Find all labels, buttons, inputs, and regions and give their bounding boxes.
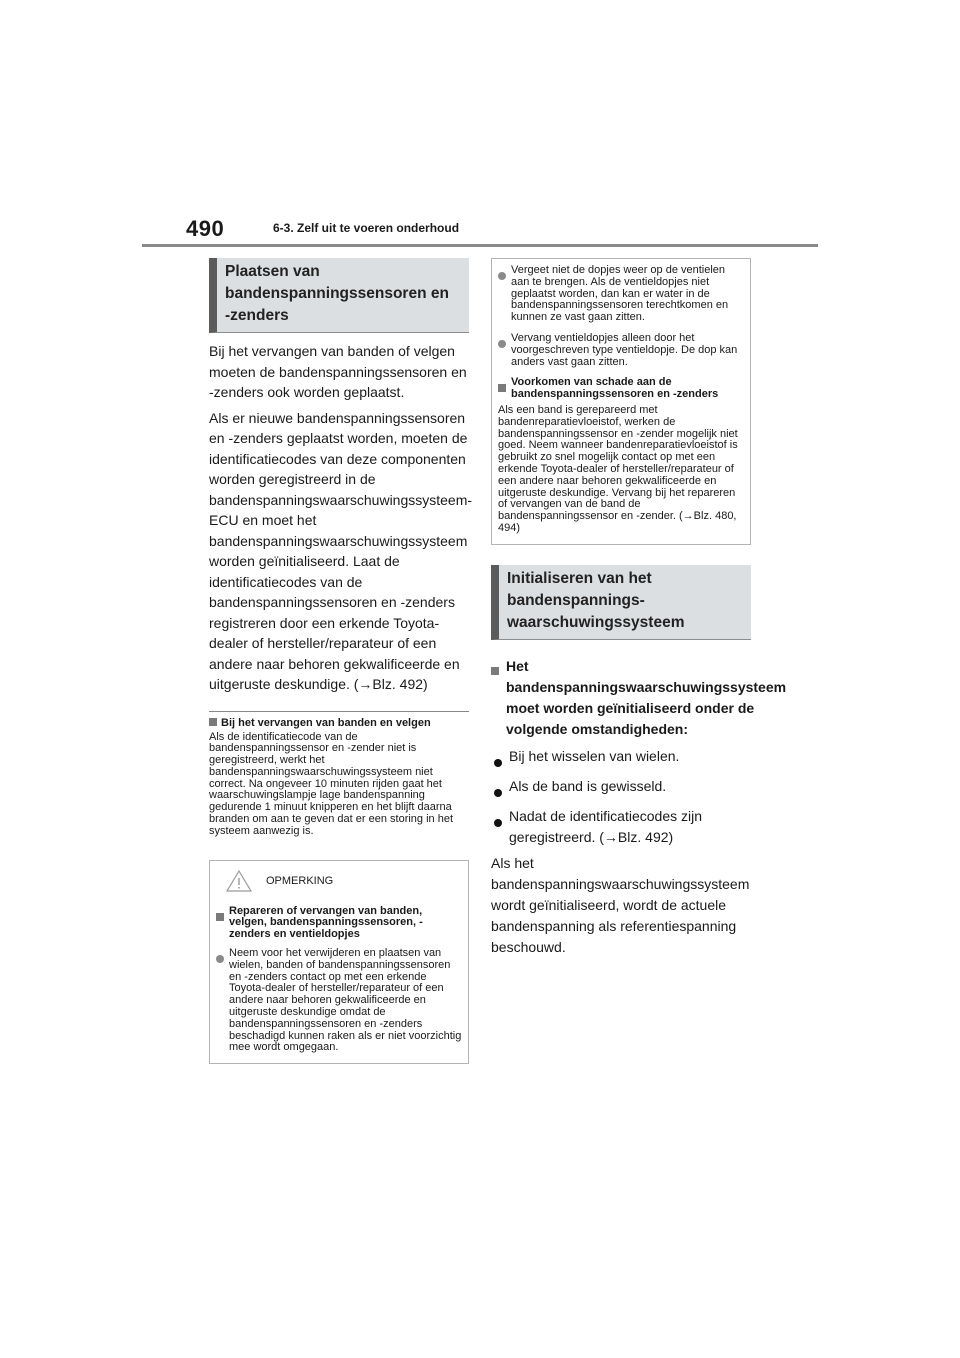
right-column [491,258,787,958]
note-sub-text: Als een band is gerepareerd met bandenreparatievloeistof, werken de bandenspanningssensor en -zender mogelijk niet goed. Neem wanneer bandenreparatievloeistof is gebruikt zo snel mogelijk contact op met een erkende Toyota-dealer of hersteller/reparateur of een andere naar behoren gekwalificeerde en uitgeruste deskundige. Vervang bij het repareren of vervangen van de band de bandenspanningssensor en -zender. (→Blz. 480, 494) [498,403,738,534]
sub-heading [491,656,787,740]
sub-heading-text: Bij het vervangen van banden en velgen [221,716,431,729]
list-item-text: Als de band is gewisseld. [509,777,667,794]
note-item-heading: Repareren of vervangen van banden, velgen, bandenspanningssensoren, -zenders en ventieldopjes [229,904,423,941]
note-label: OPMERKING [266,874,334,887]
note-header [216,869,462,899]
note-box-continued [491,258,751,545]
square-bullet-icon [498,384,506,392]
note-item [216,906,462,941]
sub-heading [209,717,469,730]
heading-line: -zenders [225,307,289,324]
paragraph: Als er nieuwe bandenspanningssensoren en -zenders geplaatst worden, moeten de identificatiecodes van deze componenten worden geregistreerd in de bandenspanningswaarschuwingssysteem-ECU en moet het bandenspanningswaarschuwingssysteem worden geïnitialiseerd. Laat de identificatiecodes van de bandenspanningssensoren en -zenders registreren door een erkende Toyota-dealer of hersteller/reparateur of een andere naar behoren gekwalificeerde en uitgeruste deskundige. (→Blz. 492) [209,409,473,692]
paragraph: Als het bandenspanningswaarschuwingssysteem wordt geïnitialiseerd, wordt de actuele bandenspanning als referentiespanning beschouwd. [491,854,750,955]
note-item [498,333,744,368]
warning-triangle-icon [226,869,252,893]
circle-bullet-icon [216,955,224,963]
note-item [216,948,462,1054]
bullet-dot-icon [494,819,502,827]
paragraph: Bij het vervangen van banden of velgen moeten de bandenspanningssensoren en -zenders ook worden geplaatst. [209,343,467,400]
list-item-text: Bij het wisselen van wielen. [509,747,680,764]
circle-bullet-icon [498,340,506,348]
square-bullet-icon [216,913,224,921]
note-item [498,265,744,324]
square-bullet-icon [491,667,499,675]
bullet-dot-icon [494,789,502,797]
list-item [491,776,751,803]
heading-line: waarschuwingssysteem [507,613,685,631]
note-item [498,377,744,401]
note-item-text: Vervang ventieldopjes alleen door het voorgeschreven type ventieldopje. De dop kan anders vast gaan zitten. [511,331,738,368]
heading-line: bandenspanningssensoren en [225,285,449,302]
sub-text: Als de identificatiecode van de bandenspanningssensor en -zender niet is geregistreerd, werkt het bandenspanningswaarschuwingssysteem niet correct. Na ongeveer 10 minuten rijden gaat het waarschuwingslampje lage bandenspanning gedurende 1 minuut knipperen en het blijft daarna branden om aan te geven dat er een storing in het systeem aanwezig is. [209,730,454,837]
heading-line: bandenspannings- [507,591,645,609]
circle-bullet-icon [498,272,506,280]
bullet-dot-icon [494,759,502,767]
section-heading-initialise [491,565,751,640]
note-item-text: Vergeet niet de dopjes weer op de ventielen aan te brengen. Als de ventieldopjes niet geplaatst worden, dan kan er water in de bandenspanningssensoren terechtkomen en kunnen ze vast gaan zitten. [511,264,729,324]
square-bullet-icon [209,718,217,726]
note-sub-heading: Voorkomen van schade aan de bandenspanningssensoren en -zenders [511,376,719,401]
list-item [491,806,751,848]
note-box [209,860,469,1065]
heading-line: Plaatsen van [225,263,320,280]
header-divider [142,244,818,247]
section-heading-placement [209,258,469,333]
left-column [209,258,473,1064]
note-item-text: Neem voor het verwijderen en plaatsen van wielen, banden of bandenspanningssensoren en -zenders contact op met een erkende Toyota-dealer of hersteller/reparateur of een andere naar behoren gekwalificeerde en uitgeruste deskundige omdat de bandenspanningssensoren en -zenders beschadigd kunnen raken als er niet voorzichtig mee wordt omgegaan. [229,947,462,1054]
heading-line: Initialiseren van het [507,569,652,587]
sub-heading-text: Het bandenspanningswaarschuwingssysteem moet worden geïnitialiseerd onder de volgende omstandigheden: [506,657,787,737]
sub-section [209,711,469,838]
section-breadcrumb: 6-3. Zelf uit te voeren onderhoud [273,221,460,235]
body-text [209,341,473,695]
list-item [491,746,751,773]
list-item-text: Nadat de identificatiecodes zijn geregistreerd. (→Blz. 492) [509,807,703,845]
page-number: 490 [186,216,225,241]
